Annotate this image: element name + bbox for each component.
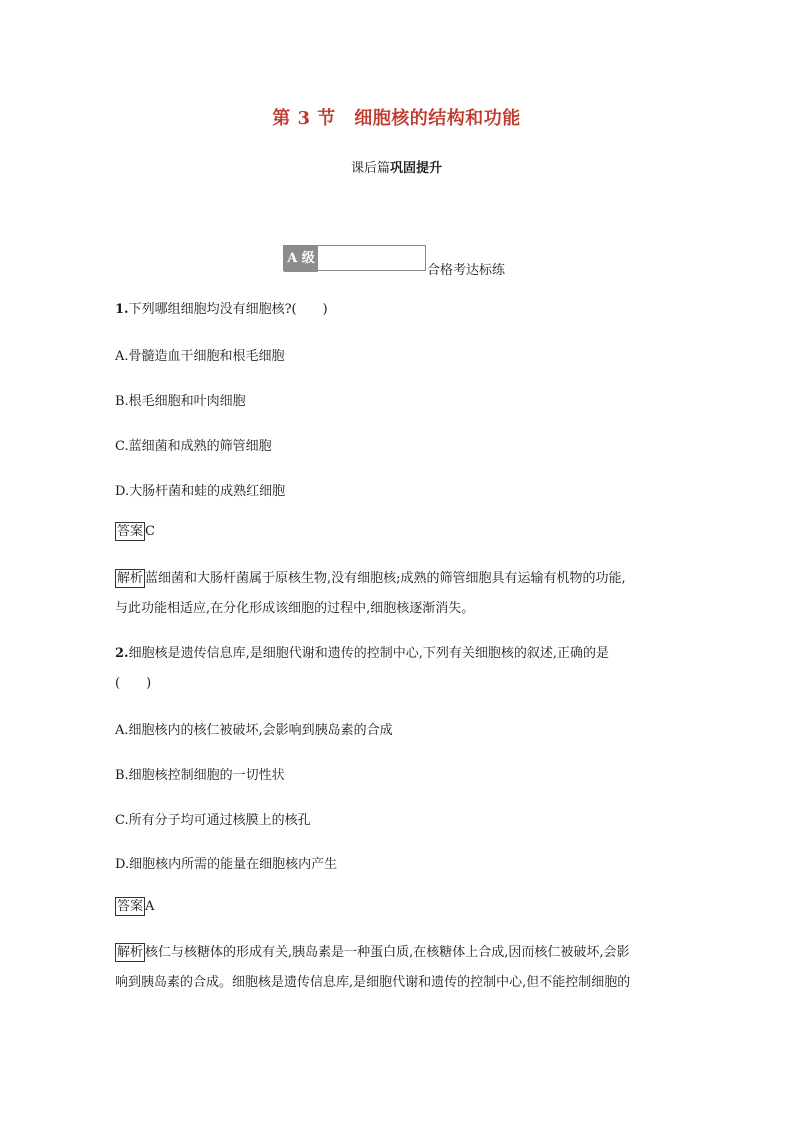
- level-text: 合格考达标练: [427, 263, 506, 278]
- question-1-answer: [115, 522, 155, 542]
- analysis-label: 解析: [117, 945, 144, 960]
- question-2-option-d: D.细胞核内所需的能量在细胞核内产生: [115, 857, 338, 872]
- question-2-answer: [115, 897, 154, 917]
- answer-value: C: [145, 524, 155, 539]
- question-2-option-c: C.所有分子均可通过核膜上的核孔: [115, 813, 311, 828]
- subtitle-bold: 巩固提升: [390, 161, 443, 176]
- question-2-number: 2.: [115, 646, 129, 661]
- question-2-stem: 2.细胞核是遗传信息库,是细胞代谢和遗传的控制中心,下列有关细胞核的叙述,正确的是 ( ): [115, 646, 609, 691]
- question-1-option-a: A.骨髓造血干细胞和根毛细胞: [115, 349, 285, 364]
- level-box: [283, 245, 426, 271]
- question-1-option-b: B.根毛细胞和叶肉细胞: [115, 394, 246, 409]
- question-1-stem: 1.下列哪组细胞均没有细胞核?( ): [115, 302, 328, 317]
- question-1-option-c: C.蓝细菌和成熟的筛管细胞: [115, 439, 272, 454]
- question-2-option-b: B.细胞核控制细胞的一切性状: [115, 768, 285, 783]
- level-tag: A 级: [284, 246, 318, 272]
- question-1-option-d: D.大肠杆菌和蛙的成熟红细胞: [115, 484, 286, 499]
- analysis-label: 解析: [117, 571, 144, 586]
- section-subtitle: [0, 157, 793, 176]
- question-2-analysis: 解析 核仁与核糖体的形成有关,胰岛素是一种蛋白质,在核糖体上合成,因而核仁被破坏,会影 响到胰岛素的合成。细胞核是遗传信息库,是细胞代谢和遗传的控制中心,但不能控制细胞的: [115, 945, 631, 990]
- question-1-analysis: 解析 蓝细菌和大肠杆菌属于原核生物,没有细胞核;成熟的筛管细胞具有运输有机物的功能, 与此功能相适应,在分化形成该细胞的过程中,细胞核逐渐消失。: [115, 571, 626, 616]
- question-2-option-a: A.细胞核内的核仁被破坏,会影响到胰岛素的合成: [115, 723, 393, 738]
- answer-value: A: [145, 899, 155, 914]
- answer-label: 答案: [117, 524, 144, 539]
- subtitle-normal: 课后篇: [350, 161, 390, 176]
- page-title: 第 3 节 细胞核的结构和功能: [272, 108, 521, 129]
- question-1-number: 1.: [115, 302, 129, 317]
- answer-label: 答案: [117, 899, 144, 914]
